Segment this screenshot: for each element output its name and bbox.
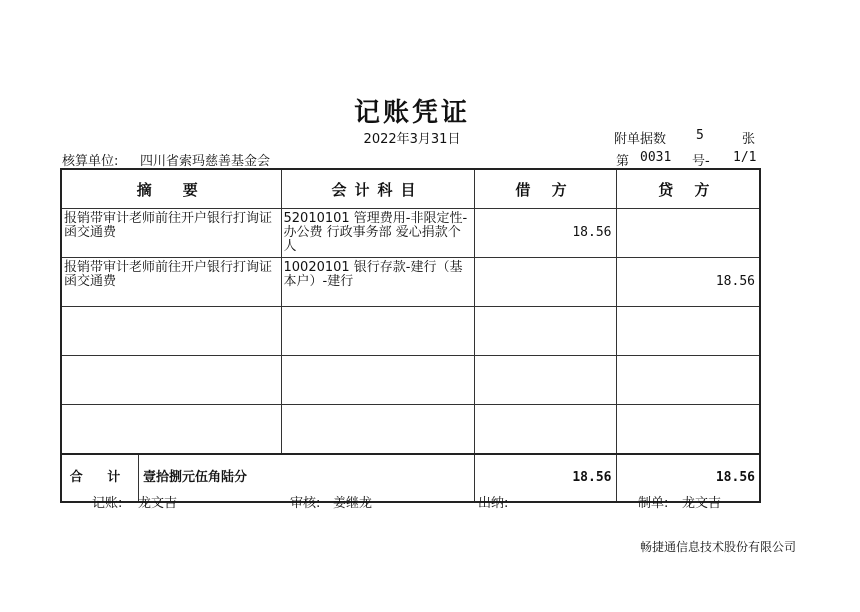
bookkeeper-label: 记账: [92,496,123,511]
row-summary [61,356,281,405]
table-row [61,405,760,455]
preparer-label: 制单: [638,496,669,511]
attachments-label: 附单据数 [614,132,667,147]
row-debit [474,307,616,356]
voucher-title: 记账凭证 [353,98,470,128]
voucher-table [60,168,761,503]
row-credit [616,405,760,455]
row-credit [616,356,760,405]
row-credit [616,209,760,258]
row-account: 52010101 管理费用-非限定性-办公费 行政事务部 爱心捐款个人 [281,209,474,258]
total-label: 合 计 [62,455,139,501]
header-debit: 借 方 [474,169,616,209]
software-company: 畅捷通信息技术股份有限公司 [639,540,796,554]
row-account [281,307,474,356]
total-cell [61,454,474,502]
voucher-no-suffix: 号- [692,154,710,169]
table-row [61,356,760,405]
reviewer-label: 审核: [290,496,321,511]
row-debit: 18.56 [474,209,616,258]
header-account: 会计科目 [281,169,474,209]
row-debit [474,258,616,307]
row-credit: 18.56 [616,258,760,307]
table-row [61,209,760,258]
row-summary: 报销带审计老师前往开户银行打询证函交通费 [61,258,281,307]
table-row [61,258,760,307]
row-summary [61,307,281,356]
total-credit: 18.56 [616,454,760,502]
row-debit [474,356,616,405]
reviewer-name: 姜继龙 [333,496,373,511]
voucher-number: 0031 [640,150,672,165]
total-amount-text: 壹拾捌元伍角陆分 [143,470,248,485]
attachments-unit: 张 [742,132,756,147]
row-debit [474,405,616,455]
voucher-no-prefix: 第 [616,154,630,169]
row-summary: 报销带审计老师前往开户银行打询证函交通费 [61,209,281,258]
bookkeeper-name: 龙文吉 [138,496,178,511]
row-account: 10020101 银行存款-建行（基本户）-建行 [281,258,474,307]
table-header-row [61,169,760,209]
row-summary [61,405,281,455]
voucher-date: 2022年3月31日 [363,132,461,147]
unit-label: 核算单位: [62,154,119,169]
row-account [281,356,474,405]
voucher-page: 1/1 [733,150,757,165]
header-credit: 贷 方 [616,169,760,209]
attachments-count: 5 [696,128,704,143]
unit-name: 四川省索玛慈善基金会 [140,154,271,169]
table-row [61,307,760,356]
row-account [281,405,474,455]
row-credit [616,307,760,356]
header-summary: 摘 要 [61,169,281,209]
total-debit: 18.56 [474,454,616,502]
cashier-label: 出纳: [478,496,509,511]
preparer-name: 龙文吉 [682,496,722,511]
